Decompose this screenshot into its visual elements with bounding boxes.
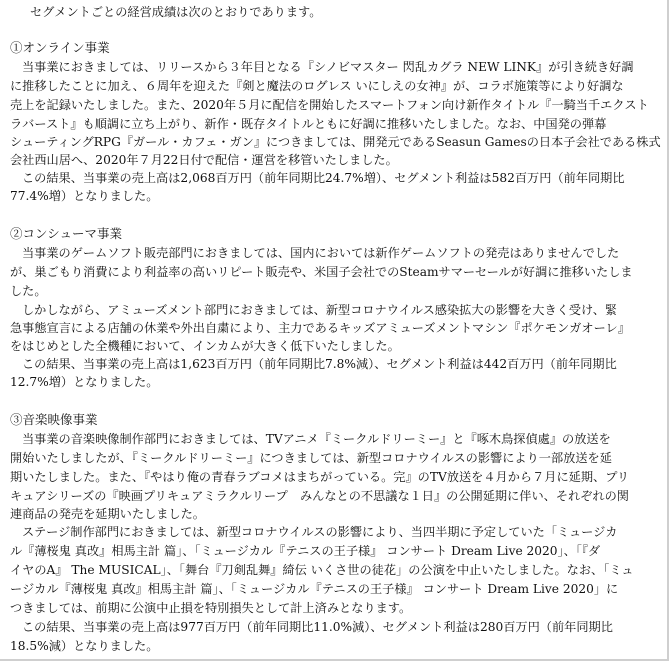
paragraph-line: この結果、当事業の売上高は2,068百万円（前年同期比24.7%増）、セグメント利益は582百万円（前年同期比 [22, 171, 625, 185]
paragraph-line: ラバースト』も順調に立ち上がり、新作・既存タイトルともに好調に推移いたしました。なお、中国発の弾幕 [10, 117, 607, 131]
paragraph-line: ル『薄桜鬼 真改』相馬主計 篇」、「ミュージカル『テニスの王子様』 コンサート Dream Live 2020」、「『ダ [10, 544, 601, 558]
paragraph-line: 当事業の音楽映像制作部門におきましては、TVアニメ『ミークルドリーミー』と『啄木鳥探偵處』の放送を [22, 432, 611, 446]
paragraph-line: 当事業のゲームソフト販売部門におきましては、国内においては新作ゲームソフトの発売はありませんでした [22, 246, 620, 260]
paragraph-line: シューティングRPG『ガール・カフェ・ガン』につきましては、開発元であるSeasun Gamesの日本子会社である株式 [10, 135, 661, 149]
paragraph-line: 12.7%増）となりました。 [10, 375, 159, 389]
paragraph-line: 77.4%増）となりました。 [10, 189, 159, 203]
paragraph-line: が、巣ごもり消費により利益率の高いリピート販売や、米国子会社でのSteamサマーセールが好調に推移いたしま [10, 265, 633, 279]
paragraph-line: イヤのA』 The MUSICAL」、「舞台『刀剣乱舞』綺伝 いくさ世の徒花」の公演を中止いたしました。なお、「ミュ [10, 563, 634, 577]
paragraph-line: この結果、当事業の売上高は1,623百万円（前年同期比7.8%減）、セグメント利益は442百万円（前年同期比 [22, 357, 617, 371]
paragraph-line: 連商品の発売を延期いたしました。 [10, 507, 205, 521]
paragraph-line: ージカル『薄桜鬼 真改』相馬主計 篇」、「ミュージカル『テニスの王子様』 コンサート Dream Live 2020」に [10, 582, 619, 596]
paragraph-line: 当事業におきましては、リリースから３年目となる『シノビマスター 閃乱カグラ NEW LINK』が引き続き好調 [22, 60, 634, 74]
paragraph-line: 開始いたしましたが、『ミークルドリーミー』につきましては、新型コロナウイルスの影響により一部放送を延 [10, 451, 612, 465]
paragraph-line: 急事態宣言による店舗の休業や外出自粛により、主力であるキッズアミューズメントマシン『ポケモンガオーレ』 [10, 321, 630, 335]
paragraph-line: をはじめとした全機種において、インカムが大きく低下いたしました。 [10, 339, 400, 353]
paragraph-line: 期いたしました。また、『やはり俺の青春ラブコメはまちがっている。完』のTV放送を４月から７月に延期、プリ [10, 470, 630, 484]
section-heading-online: ①オンライン事業 [10, 40, 110, 55]
paragraph-line: ステージ制作部門におきましては、新型コロナウイルスの影響により、当四半期に予定していた「ミュージカ [22, 525, 618, 539]
paragraph-line: 18.5%減）となりました。 [10, 639, 159, 653]
paragraph-line: に推移したことに加え、６周年を迎えた『剣と魔法のログレス いにしえの女神』が、コラボ施策等により好調な [10, 79, 624, 93]
paragraph-line: 売上を記録いたしました。また、2020年５月に配信を開始したスマートフォン向け新作タイトル『一騎当千エクスト [10, 98, 649, 112]
section-heading-music-video: ③音楽映像事業 [10, 412, 98, 427]
paragraph-line: しかしながら、アミューズメント部門におきましては、新型コロナウイルス感染拡大の影響を大きく受け、緊 [22, 303, 618, 317]
paragraph-line: した。 [10, 284, 47, 298]
intro-text: セグメントごとの経営成績は次のとおりであります。 [30, 5, 322, 19]
paragraph-line: キュアシリーズの『映画プリキュアミラクルリープ みんなとの不思議な１日』の公開延期に伴い、それぞれの関 [10, 489, 629, 503]
paragraph-line: つきましては、前期に公演中止損を特別損失として計上済みとなります。 [10, 601, 412, 615]
section-heading-consumer: ②コンシューマ事業 [10, 226, 122, 241]
paragraph-line: この結果、当事業の売上高は977百万円（前年同期比11.0%減）、セグメント利益は280百万円（前年同期比 [22, 620, 613, 634]
paragraph-line: 会社西山居へ、2020年７月22日付で配信・運営を移管いたしました。 [10, 153, 398, 167]
